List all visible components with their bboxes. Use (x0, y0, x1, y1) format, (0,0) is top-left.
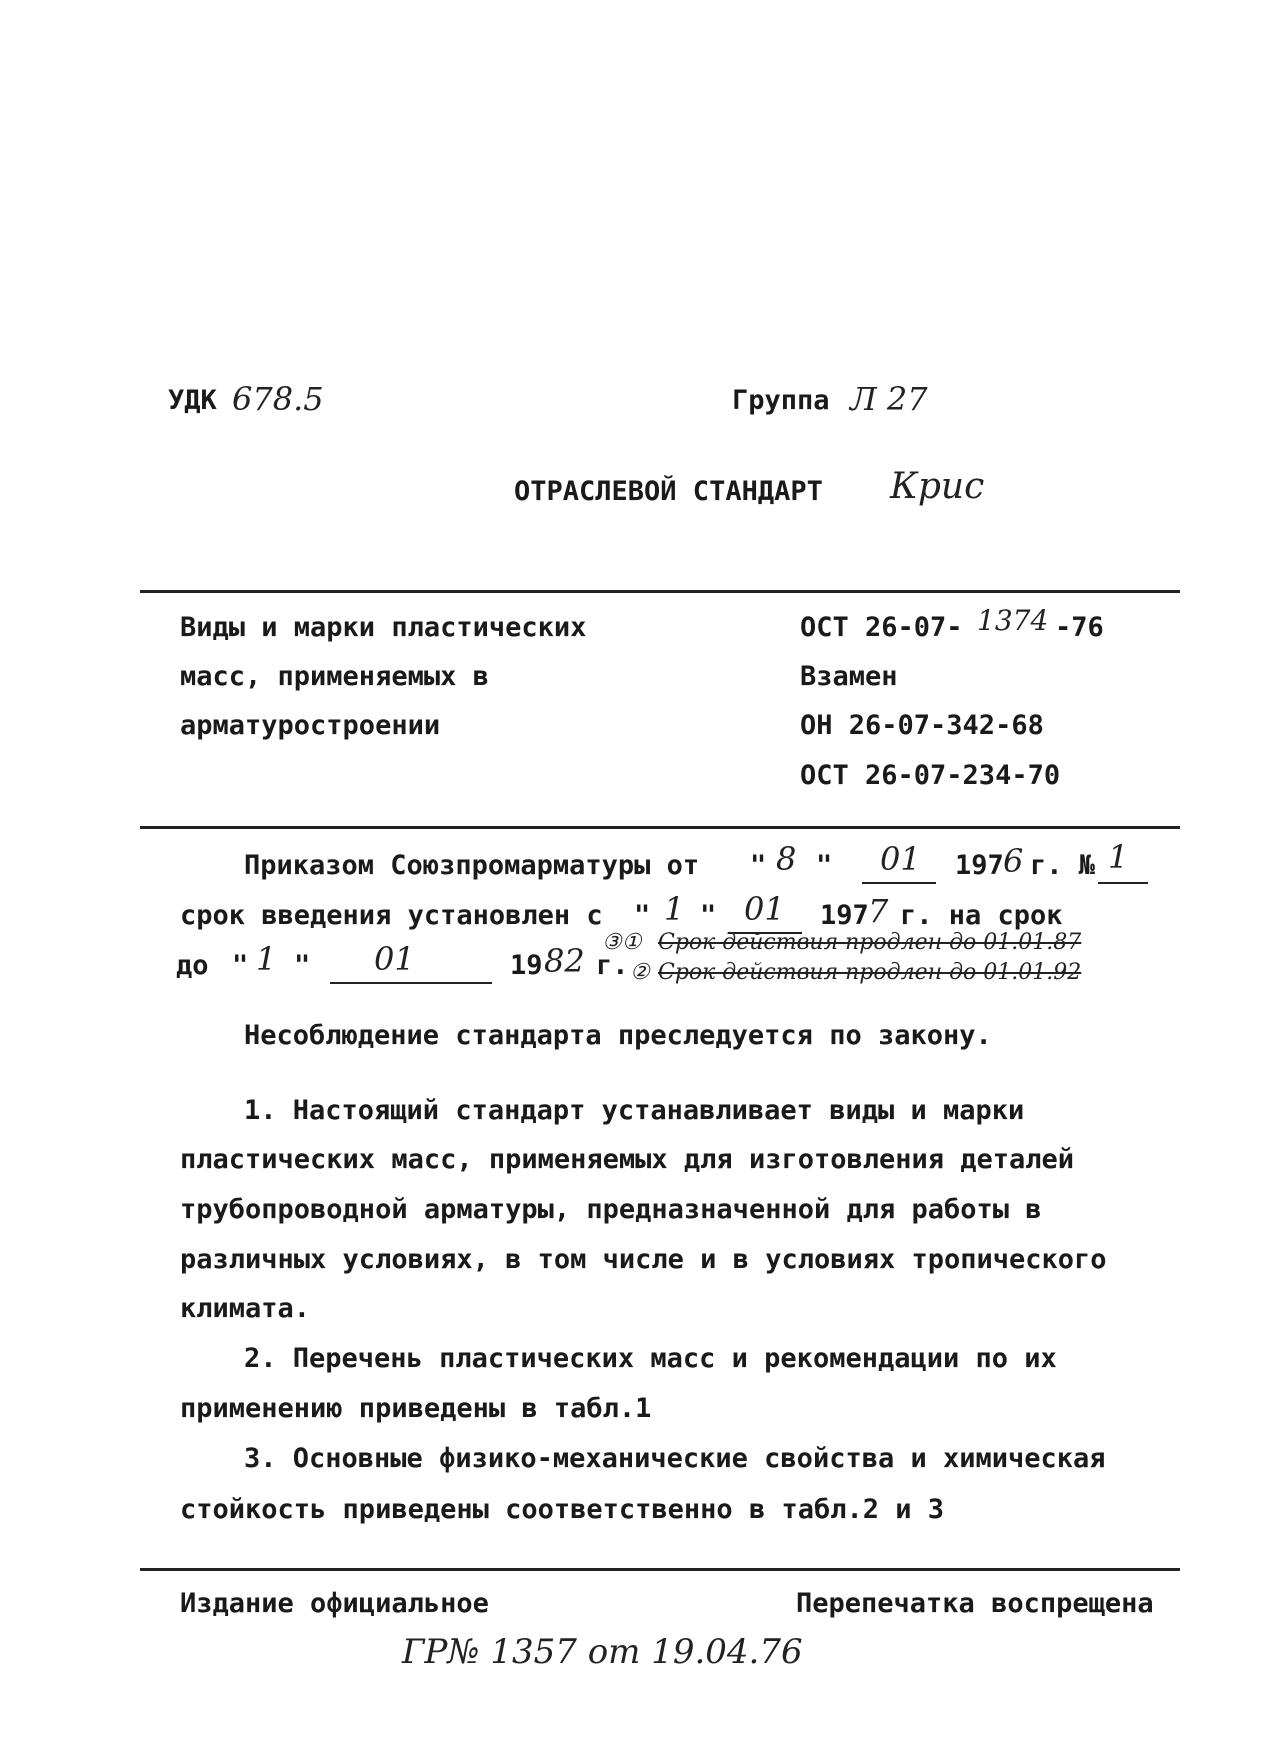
paragraph-2-line: применению приведены в табл.1 (180, 1393, 652, 1424)
quote-open: " (232, 950, 249, 981)
paragraph-2-line: 2. Перечень пластических масс и рекомендации по их (244, 1343, 1057, 1374)
quote-open: " (634, 900, 651, 931)
order-year-g: г. № (1030, 850, 1096, 881)
group-value: Л 27 (850, 380, 928, 418)
paragraph-1-line: пластических масс, применяемых для изготовления деталей (180, 1144, 1075, 1175)
replaced-standard: ОСТ 26-07-234-70 (800, 760, 1061, 791)
until-day: 1 (256, 940, 277, 978)
standard-code-suffix: -76 (1055, 612, 1104, 643)
official-edition: Издание официальное (180, 1588, 489, 1619)
intro-month: 01 (744, 890, 785, 928)
group-label: Группа (732, 385, 830, 416)
paragraph-1-line: 1. Настоящий стандарт устанавливает виды и марки (244, 1095, 1025, 1126)
quote-open: " (750, 850, 767, 881)
until-month: 01 (374, 940, 415, 978)
intro-year-prefix: 197 (820, 900, 869, 931)
bottom-rule (140, 1568, 1180, 1571)
order-year-prefix: 197 (955, 850, 1004, 881)
extension-note-1: Срок действия продлен до 01.01.87 (658, 930, 1082, 955)
order-year-digit: 6 (1003, 842, 1024, 880)
intro-year-digit: 7 (868, 892, 889, 930)
paragraph-3-line: стойкость приведены соответственно в табл.2 и 3 (180, 1494, 945, 1525)
doc-type: ОТРАСЛЕВОЙ СТАНДАРТ (514, 476, 823, 507)
standard-code-prefix: ОСТ 26-07- (800, 612, 963, 643)
until-year-digits: 82 (544, 942, 585, 980)
until-prefix: до (176, 950, 209, 981)
until-g: г. (596, 950, 629, 981)
standard-code-number: 1374 (977, 604, 1049, 637)
registration-note: ГР№ 1357 от 19.04.76 (402, 1632, 803, 1672)
order-number: 1 (1108, 838, 1129, 876)
order-day: 8 (776, 840, 797, 878)
intro-tail: г. на срок (900, 900, 1063, 931)
title-line: масс, применяемых в (180, 661, 489, 692)
order-month: 01 (880, 840, 921, 878)
quote-close: " (816, 850, 833, 881)
quote-close: " (294, 950, 311, 981)
udk-value: 678.5 (232, 380, 324, 418)
paragraph-1-line: различных условиях, в том числе и в условиях тропического (180, 1244, 1107, 1275)
doc-type-note: Крис (890, 466, 985, 507)
replaces-label: Взамен (800, 661, 898, 692)
order-text: Приказом Союзпромарматуры от (244, 850, 700, 881)
mid-rule (140, 826, 1180, 829)
intro-day: 1 (664, 890, 685, 928)
intro-text: срок введения установлен с (180, 900, 603, 931)
paragraph-3-line: 3. Основные физико-механические свойства и химическая (244, 1443, 1106, 1474)
udk-label: УДК (168, 385, 217, 416)
order-number-underline (1098, 882, 1148, 884)
legal-notice: Несоблюдение стандарта преследуется по закону. (244, 1020, 992, 1051)
extension-mark-2: ② (630, 960, 650, 985)
until-year-prefix: 19 (510, 950, 543, 981)
paragraph-1-line: трубопроводной арматуры, предназначенной для работы в (180, 1194, 1042, 1225)
extension-marks: ③① (602, 930, 642, 955)
replaced-standard: ОН 26-07-342-68 (800, 710, 1044, 741)
title-line: Виды и марки пластических (180, 612, 587, 643)
extension-note-2: Срок действия продлен до 01.01.92 (658, 960, 1082, 985)
until-month-underline (330, 982, 492, 984)
quote-close: " (700, 900, 717, 931)
reprint-prohibited: Перепечатка воспрещена (796, 1588, 1154, 1619)
top-rule (140, 590, 1180, 593)
paragraph-1-line: климата. (180, 1293, 311, 1324)
title-line: арматуростроении (180, 710, 441, 741)
order-month-underline (862, 882, 936, 884)
